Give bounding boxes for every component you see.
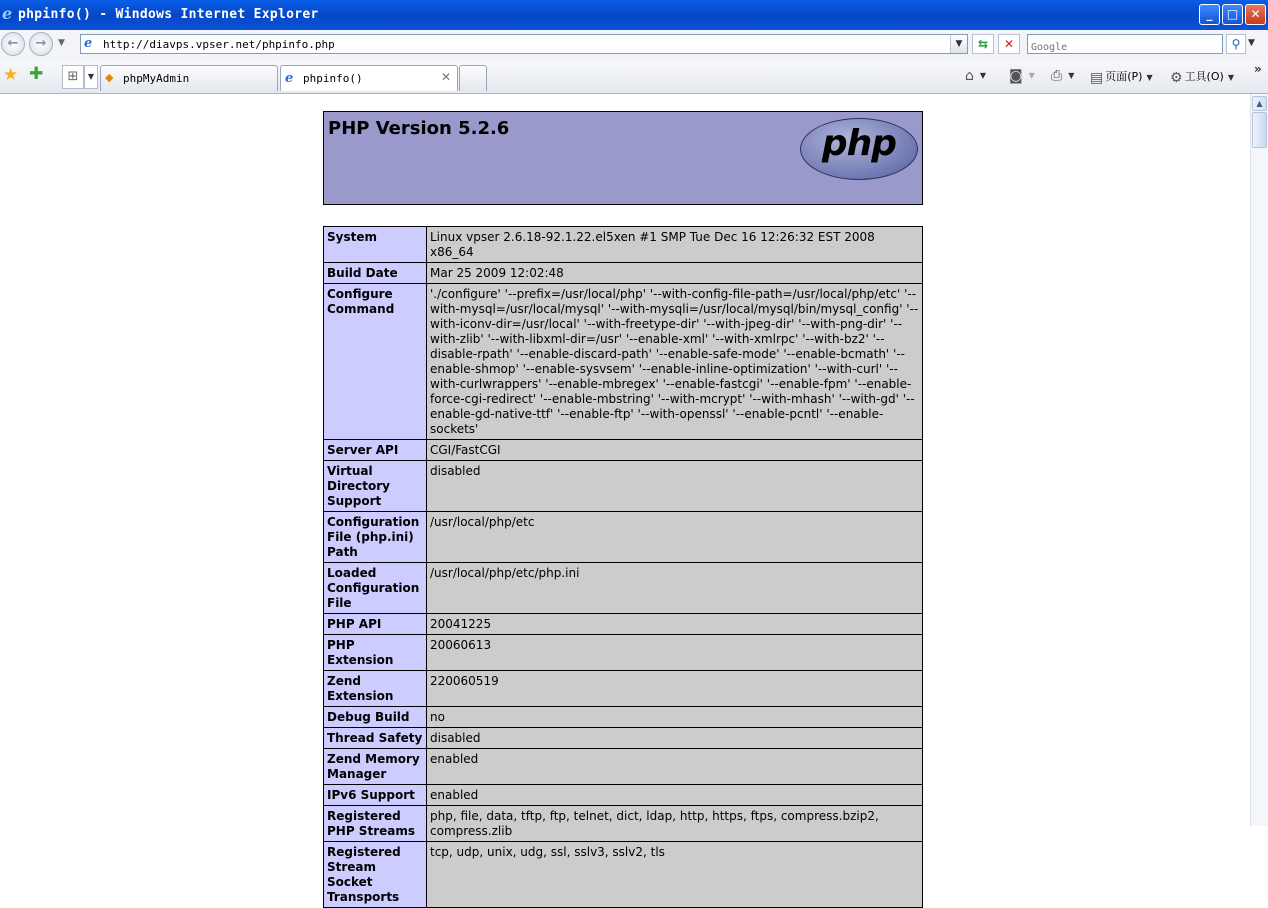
rss-feed-icon: ◙ — [1009, 68, 1023, 84]
search-options-dropdown[interactable]: ▼ — [1248, 38, 1255, 48]
setting-name: Registered PHP Streams — [324, 806, 427, 842]
table-row — [324, 461, 923, 512]
new-tab-button[interactable] — [459, 65, 487, 91]
home-icon: ⌂ — [965, 68, 974, 84]
setting-value: Linux vpser 2.6.18-92.1.22.el5xen #1 SMP Tue Dec 16 12:26:32 EST 2008 x86_64 — [427, 227, 923, 263]
setting-name: Debug Build — [324, 707, 427, 728]
quick-tabs-button[interactable] — [62, 65, 84, 89]
back-button[interactable] — [1, 32, 25, 56]
php-version-title: PHP Version 5.2.6 — [328, 118, 510, 139]
setting-value: tcp, udp, unix, udg, ssl, sslv3, sslv2, tls — [427, 842, 923, 908]
tab-phpinfo[interactable] — [280, 65, 458, 91]
search-field[interactable] — [1027, 34, 1223, 54]
tab-label: phpMyAdmin — [123, 72, 190, 85]
close-button[interactable]: ✕ — [1245, 4, 1266, 25]
setting-name: Loaded Configuration File — [324, 563, 427, 614]
stop-icon: ✕ — [1003, 37, 1015, 51]
setting-name: Zend Extension — [324, 671, 427, 707]
pma-icon: ◆ — [105, 71, 114, 84]
table-row — [324, 227, 923, 263]
address-field[interactable] — [80, 34, 968, 54]
table-row — [324, 635, 923, 671]
setting-name: System — [324, 227, 427, 263]
tools-menu-label: 工具(O) — [1184, 70, 1224, 83]
page-icon: e — [84, 36, 93, 51]
scroll-up-arrow-icon[interactable]: ▲ — [1252, 96, 1267, 111]
table-row — [324, 806, 923, 842]
search-input[interactable] — [1031, 40, 1211, 56]
table-row — [324, 284, 923, 440]
page-menu-button[interactable]: ▤ 页面(P) ▼ — [1090, 70, 1153, 86]
php-logo[interactable] — [800, 118, 918, 180]
minimize-button[interactable]: _ — [1199, 4, 1220, 25]
table-row — [324, 563, 923, 614]
php-logo-text: php — [821, 123, 897, 164]
search-button[interactable] — [1226, 34, 1246, 54]
favorites-star-icon[interactable]: ★ — [3, 65, 19, 85]
table-row — [324, 785, 923, 806]
tab-phpmyadmin[interactable] — [100, 65, 278, 91]
setting-name: Thread Safety — [324, 728, 427, 749]
setting-name: Build Date — [324, 263, 427, 284]
tools-menu-button[interactable]: ⚙ 工具(O) ▼ — [1170, 70, 1234, 86]
vertical-scrollbar[interactable] — [1250, 94, 1268, 826]
home-button[interactable]: ⌂ ▼ — [965, 68, 987, 84]
setting-value: CGI/FastCGI — [427, 440, 923, 461]
search-icon: ⚲ — [1231, 37, 1241, 51]
grid-icon: ⊞ — [67, 69, 79, 84]
setting-value: enabled — [427, 749, 923, 785]
add-favorites-icon[interactable]: ✚ — [29, 64, 44, 84]
tab-list-dropdown[interactable]: ▼ — [84, 65, 98, 89]
setting-value: './configure' '--prefix=/usr/local/php' '--with-config-file-path=/usr/local/php/etc' '--with-mysql=/usr/local/mysql' '--with-mysqli=/usr/local/mysql/bin/mysql_config' '--with-iconv-dir=/usr/local' '--with-freetype-dir' '--with-jpeg-dir' '--with-png-dir' '--with-zlib' '--with-libxml-dir=/usr' '--enable-xml' '--with-xmlrpc' '--with-bz2' '--disable-rpath' '--enable-discard-path' '--enable-safe-mode' '--enable-bcmath' '--enable-shmop' '--enable-sysvsem' '--enable-inline-optimization' '--with-curl' '--with-curlwrappers' '--enable-mbregex' '--enable-fastcgi' '--enable-fpm' '--enable-force-cgi-redirect' '--enable-mbstring' '--with-mcrypt' '--with-mhash' '--with-gd' '--enable-gd-native-ttf' '--enable-ftp' '--with-openssl' '--enable-pcntl' '--enable-sockets' — [427, 284, 923, 440]
close-tab-icon[interactable]: ✕ — [440, 70, 451, 84]
setting-value: Mar 25 2009 12:02:48 — [427, 263, 923, 284]
print-button[interactable]: ⎙ ▼ — [1051, 68, 1075, 84]
setting-name: Configure Command — [324, 284, 427, 440]
setting-value: disabled — [427, 461, 923, 512]
setting-value: enabled — [427, 785, 923, 806]
table-row — [324, 263, 923, 284]
table-row — [324, 842, 923, 908]
table-row — [324, 512, 923, 563]
setting-name: PHP Extension — [324, 635, 427, 671]
setting-name: IPv6 Support — [324, 785, 427, 806]
page-content — [0, 94, 1250, 904]
setting-name: Configuration File (php.ini) Path — [324, 512, 427, 563]
table-row — [324, 749, 923, 785]
php-version-header — [323, 111, 923, 205]
php-info-table — [323, 226, 923, 908]
address-dropdown[interactable]: ▼ — [950, 35, 967, 53]
window-title-bar — [0, 0, 1268, 30]
back-arrow-icon: ← — [7, 36, 19, 51]
table-row — [324, 728, 923, 749]
setting-value: 20060613 — [427, 635, 923, 671]
setting-value: no — [427, 707, 923, 728]
forward-button[interactable] — [29, 32, 53, 56]
window-title: phpinfo() - Windows Internet Explorer — [18, 7, 319, 22]
setting-value: disabled — [427, 728, 923, 749]
tab-bar — [0, 60, 1268, 94]
tab-label: phpinfo() — [303, 72, 363, 85]
gear-icon: ⚙ — [1170, 70, 1183, 86]
printer-icon: ⎙ — [1051, 68, 1063, 84]
setting-name: Zend Memory Manager — [324, 749, 427, 785]
table-row — [324, 440, 923, 461]
refresh-icon: ⇆ — [977, 37, 989, 51]
address-toolbar — [0, 30, 1268, 60]
chevron-more-icon[interactable]: » — [1254, 62, 1262, 76]
setting-name: Virtual Directory Support — [324, 461, 427, 512]
setting-name: Server API — [324, 440, 427, 461]
scrollbar-thumb[interactable] — [1252, 112, 1267, 148]
recent-pages-dropdown[interactable]: ▼ — [58, 38, 65, 48]
table-row — [324, 614, 923, 635]
setting-value: /usr/local/php/etc — [427, 512, 923, 563]
maximize-button[interactable]: □ — [1222, 4, 1243, 25]
refresh-button[interactable] — [972, 34, 994, 54]
setting-value: php, file, data, tftp, ftp, telnet, dict, ldap, http, https, ftps, compress.bzip2, compress.zlib — [427, 806, 923, 842]
setting-value: 20041225 — [427, 614, 923, 635]
setting-name: PHP API — [324, 614, 427, 635]
page-menu-label: 页面(P) — [1105, 70, 1143, 83]
setting-value: /usr/local/php/etc/php.ini — [427, 563, 923, 614]
ie-page-icon: e — [285, 71, 294, 86]
ie-logo-icon: e — [2, 4, 13, 23]
url-text: http://diavps.vpser.net/phpinfo.php — [103, 38, 335, 51]
stop-button[interactable] — [998, 34, 1020, 54]
feeds-button[interactable]: ◙ ▼ — [1009, 68, 1035, 84]
table-row — [324, 707, 923, 728]
page-icon: ▤ — [1090, 70, 1104, 86]
setting-value: 220060519 — [427, 671, 923, 707]
setting-name: Registered Stream Socket Transports — [324, 842, 427, 908]
table-row — [324, 671, 923, 707]
forward-arrow-icon: → — [35, 36, 47, 51]
